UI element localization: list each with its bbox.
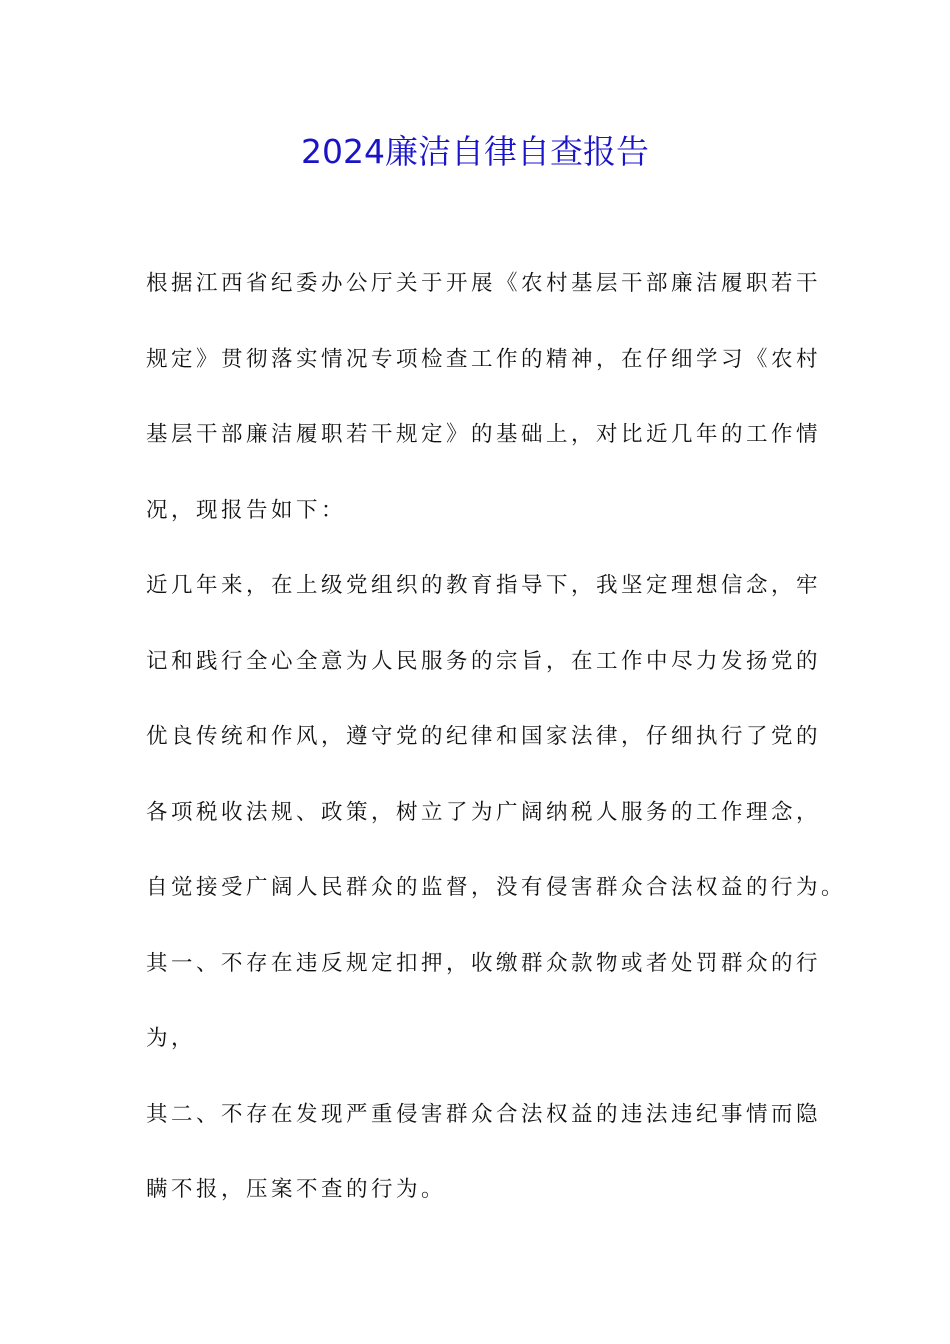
body-line: 瞒不报，压案不查的行为。 [146, 1177, 447, 1202]
body-line: 根据江西省纪委办公厅关于开展《农村基层干部廉洁履职若干 [146, 271, 822, 296]
body-line: 为， [146, 1026, 197, 1051]
body-line: 规定》贯彻落实情况专项检查工作的精神，在仔细学习《农村 [146, 346, 822, 372]
body-line: 况，现报告如下： [146, 497, 347, 523]
body-line: 优良传统和作风，遵守党的纪律和国家法律，仔细执行了党的 [146, 724, 822, 749]
body-line: 基层干部廉洁履职若干规定》的基础上，对比近几年的工作情 [146, 422, 822, 447]
body-line: 其一、不存在违反规定扣押，收缴群众款物或者处罚群众的行 [146, 950, 822, 976]
document-body [146, 264, 847, 1246]
body-line: 各项税收法规、政策，树立了为广阔纳税人服务的工作理念， [146, 799, 822, 825]
body-line: 其二、不存在发现严重侵害群众合法权益的违法违纪事情而隐 [146, 1101, 822, 1127]
document-title: 2024廉洁自律自查报告 [301, 132, 649, 171]
body-line: 近几年来，在上级党组织的教育指导下，我坚定理想信念，牢 [146, 573, 822, 598]
body-line: 记和践行全心全意为人民服务的宗旨，在工作中尽力发扬党的 [146, 648, 822, 674]
body-line: 自觉接受广阔人民群众的监督，没有侵害群众合法权益的行为。 [146, 875, 847, 900]
